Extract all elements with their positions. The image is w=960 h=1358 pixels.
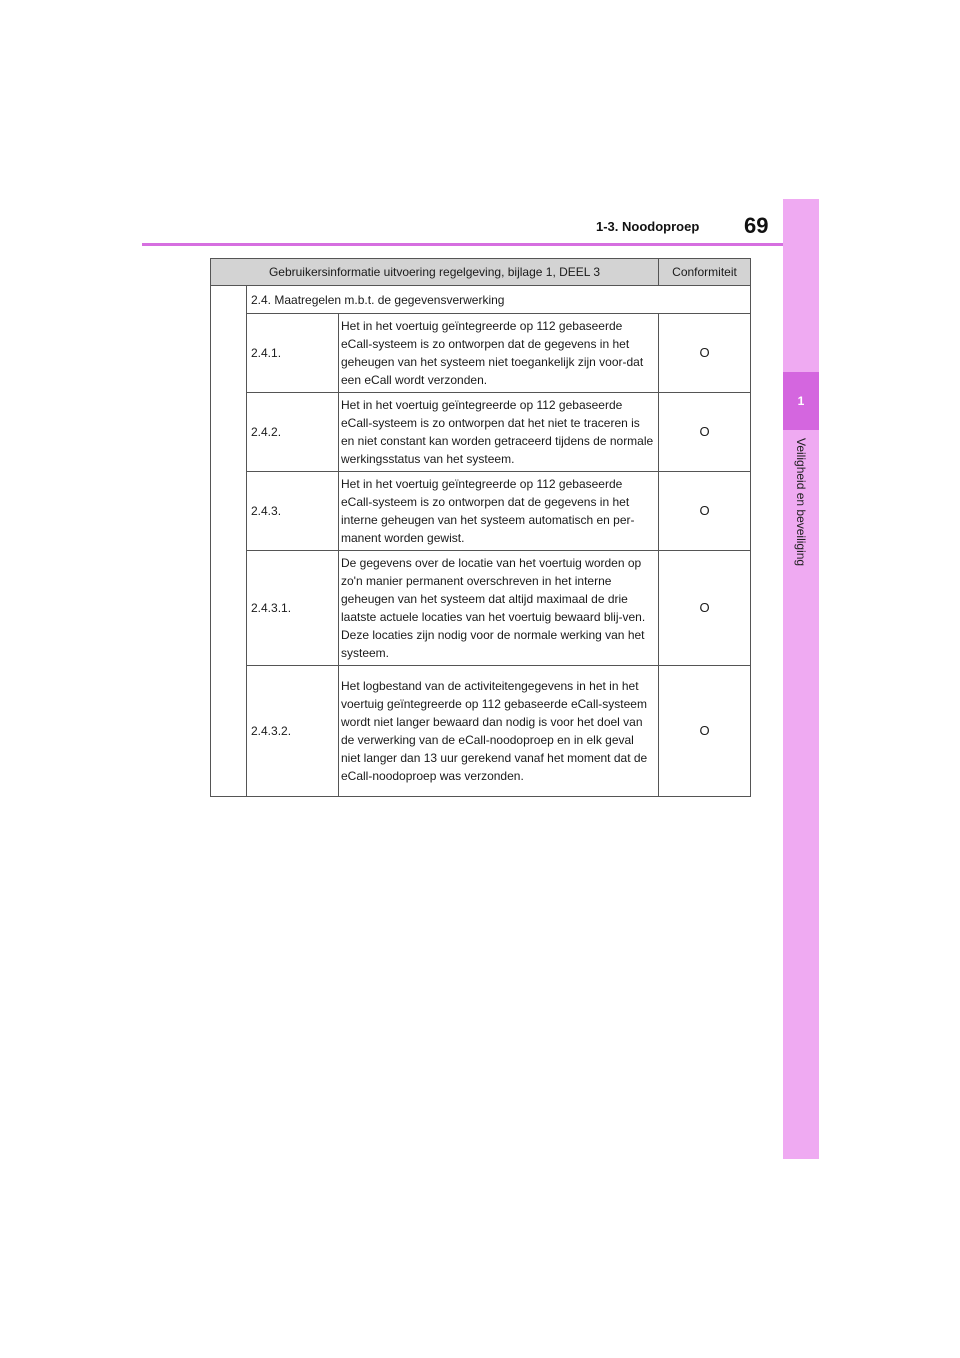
row-number: 2.4.3.	[247, 472, 339, 551]
row-conformity: O	[659, 551, 751, 666]
row-number: 2.4.3.2.	[247, 666, 339, 797]
column-header-info: Gebruikersinformatie uitvoering regelgeving, bijlage 1, DEEL 3	[211, 259, 659, 286]
page-number: 69	[744, 213, 769, 238]
row-description: Het in het voertuig geïntegreerde op 112 gebaseerde eCall-systeem is zo ontworpen dat de gegevens in het interne geheugen van het systeem automatisch en per-manent worden gewist.	[339, 472, 659, 551]
table-row	[211, 393, 751, 472]
row-conformity: O	[659, 666, 751, 797]
column-header-conformity: Conformiteit	[659, 259, 751, 286]
regulation-table	[210, 258, 751, 797]
row-description: Het in het voertuig geïntegreerde op 112 gebaseerde eCall-systeem is zo ontworpen dat het niet te traceren is en niet constant kan worden getraceerd tijdens de normale werkingsstatus van het systeem.	[339, 393, 659, 472]
chapter-number-box	[783, 372, 819, 430]
row-description: De gegevens over de locatie van het voertuig worden op zo'n manier permanent overschreven in het interne geheugen van het systeem dat altijd maximaal de drie laatste actuele locaties van het voertuig bewaard blij-ven. Deze locaties zijn nodig voor de normale werking van het systeem.	[339, 551, 659, 666]
row-conformity: O	[659, 314, 751, 393]
header-rule	[142, 243, 783, 246]
row-conformity: O	[659, 472, 751, 551]
chapter-number: 1	[797, 394, 805, 408]
row-conformity: O	[659, 393, 751, 472]
side-tab	[783, 199, 819, 1159]
row-number: 2.4.3.1.	[247, 551, 339, 666]
table-row	[211, 551, 751, 666]
row-number: 2.4.2.	[247, 393, 339, 472]
section-header: 1-3. Noodoproep	[596, 219, 700, 234]
row-number: 2.4.1.	[247, 314, 339, 393]
indent-cell	[211, 286, 247, 797]
table-row	[211, 472, 751, 551]
table-row	[211, 666, 751, 797]
table-row	[211, 314, 751, 393]
table-header-row	[211, 259, 751, 286]
group-title-row	[211, 286, 751, 314]
row-description: Het in het voertuig geïntegreerde op 112 gebaseerde eCall-systeem is zo ontworpen dat de gegevens in het geheugen van het systeem niet toegankelijk zijn voor-dat een eCall wordt verzonden.	[339, 314, 659, 393]
group-title: 2.4. Maatregelen m.b.t. de gegevensverwerking	[247, 286, 751, 314]
row-description: Het logbestand van de activiteitengegevens in het in het voertuig geïntegreerde op 112 gebaseerde eCall-systeem wordt niet langer bewaard dan nodig is voor het doel van de verwerking van de eCall-noodoproep en in elk geval niet langer dan 13 uur gerekend vanaf het moment dat de eCall-noodoproep was verzonden.	[339, 666, 659, 797]
chapter-title: Veiligheid en beveiliging	[794, 438, 808, 567]
